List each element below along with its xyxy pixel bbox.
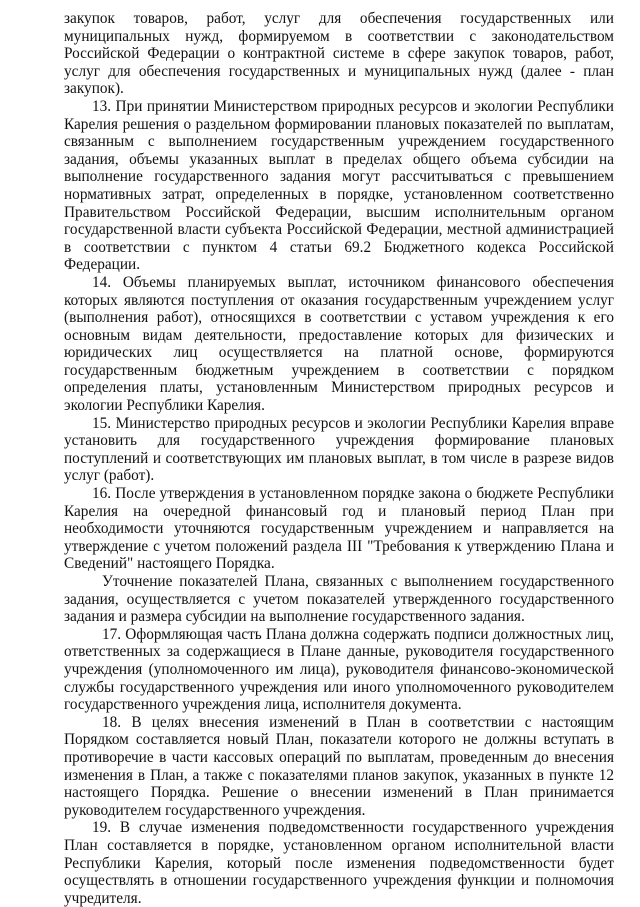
paragraph-17: 17. Оформляющая часть Плана должна содержать подписи должностных лиц, ответственных за содержащиеся в Плане данные, руководителя государственного учреждения (уполномоченного им лица), руководителя финансово-экономической службы государственного учреждения или иного уполномоченного руководителем государственного учреждения лица, исполнителя документа. xyxy=(64,625,614,714)
paragraph-19: 19. В случае изменения подведомственности государственного учреждения План составляется в порядке, установленном органом исполнительной власти Республики Карелия, который после изменения подведомственности будет осуществлять в отношении государственного учреждения функции и полномочия учредителя. xyxy=(64,819,614,907)
paragraph-16-clarification: Уточнение показателей Плана, связанных с выполнением государственного задания, осуществляется с учетом показателей утвержденного государственного задания и размера субсидии на выполнение государственного задания. xyxy=(64,573,614,626)
paragraph-12-continued: закупок товаров, работ, услуг для обеспечения государственных или муниципальных нужд, формируемом в соответствии с законодательством Российской Федерации о контрактной системе в сфере закупок товаров, работ, услуг для обеспечения государственных и муниципальных нужд (далее - план закупок). xyxy=(64,10,614,98)
paragraph-14: 14. Объемы планируемых выплат, источником финансового обеспечения которых являются поступления от оказания государственным учреждением услуг (выполнения работ), относящихся в соответствии с уставом учреждения к его основным видам деятельности, предоставление которых для физических и юридических лиц осуществляется на платной основе, формируются государственным бюджетным учреждением в соответствии с порядком определения платы, установленным Министерством природных ресурсов и экологии Республики Карелия. xyxy=(64,273,614,415)
paragraph-13: 13. При принятии Министерством природных ресурсов и экологии Республики Карелия решения о раздельном формировании плановых показателей по выплатам, связанным с выполнением государственным учреждением государственного задания, объемы указанных выплат в пределах общего объема субсидии на выполнение государственного задания могут рассчитываться с превышением нормативных затрат, определенных в порядке, установленном соответственно Правительством Российской Федерации, высшим исполнительным органом государственной власти субъекта Российской Федерации, местной администрацией в соответствии с пунктом 4 статьи 69.2 Бюджетного кодекса Российской Федерации. xyxy=(64,97,614,274)
paragraph-15: 15. Министерство природных ресурсов и экологии Республики Карелия вправе установить для государственного учреждения формирование плановых поступлений и соответствующих им плановых выплат, в том числе в разрезе видов услуг (работ). xyxy=(64,414,614,485)
paragraph-18: 18. В целях внесения изменений в План в соответствии с настоящим Порядком составляется новый План, показатели которого не должны вступать в противоречие в части кассовых операций по выплатам, проведенным до внесения изменения в План, а также с показателями планов закупок, указанных в пункте 12 настоящего Порядка. Решение о внесении изменений в План принимается руководителем государственного учреждения. xyxy=(64,713,614,819)
paragraph-16: 16. После утверждения в установленном порядке закона о бюджете Республики Карелия на очередной финансовый год и плановый период План при необходимости уточняются государственным учреждением и направляется на утверждение с учетом положений раздела III "Требования к утверждению Плана и Сведений" настоящего Порядка. xyxy=(64,485,614,573)
document-page xyxy=(64,10,614,907)
